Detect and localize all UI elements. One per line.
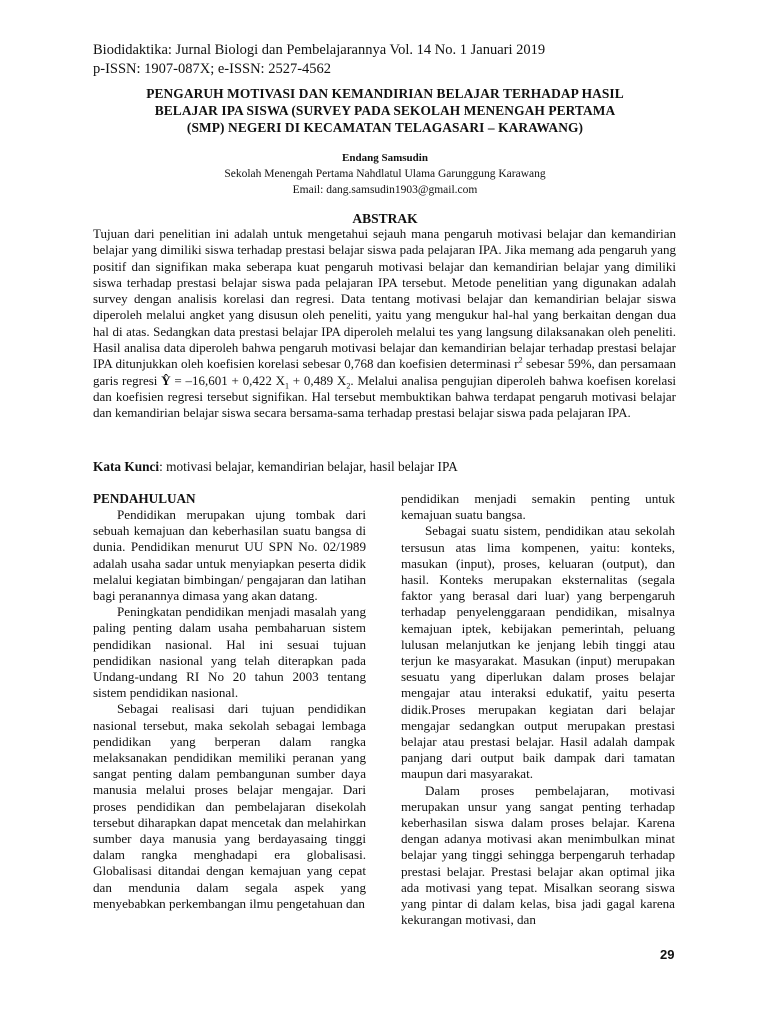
- paragraph-continuation: pendidikan menjadi semakin penting untuk kemajuan suatu bangsa.: [401, 491, 675, 523]
- abstract-text: sebesar 59%, dan persamaan garis regresi: [93, 356, 677, 388]
- keywords-text: : motivasi belajar, kemandirian belajar, hasil belajar IPA: [159, 459, 458, 474]
- regression-equation: = –16,601 + 0,422 X: [170, 372, 286, 388]
- keywords-label: Kata Kunci: [93, 459, 160, 474]
- keywords: [93, 458, 676, 475]
- journal-header: [93, 41, 545, 79]
- r-squared-superscript: 2: [518, 356, 523, 366]
- section-heading: PENDAHULUAN: [93, 491, 196, 506]
- page-number: 29: [660, 947, 675, 962]
- paragraph: Dalam proses pembelajaran, motivasi merupakan unsur yang sangat penting terhadap keberhasilan siswa dalam proses belajar. Karena dengan adanya motivasi akan menimbulkan minat belajar yang tinggi sehingga berpengaruh terhadap prestasi belajar. Prestasi belajar akan optimal jika ada motivasi yang tepat. Misalkan seorang siswa yang pintar di dalam kelas, bisa jadi gagal karena kekurangan motivasi, dan: [401, 782, 675, 928]
- author-name: Endang Samsudin: [342, 152, 428, 164]
- abstract-heading: ABSTRAK: [352, 211, 418, 226]
- paragraph: Pendidikan merupakan ujung tombak dari sebuah kemajuan dan keberhasilan suatu bangsa di dunia. Pendidikan menurut UU SPN No. 02/1989 adalah usaha sadar untuk menyiapkan peserta didik melalui kegiatan bimbingan/ pengajaran dan latihan bagi peranannya dimasa yang akan datang.: [93, 507, 366, 604]
- regression-equation: + 0,489 X: [289, 372, 347, 388]
- journal-citation: Biodidaktika: Jurnal Biologi dan Pembelajarannya Vol. 14 No. 1 Januari 2019: [93, 42, 546, 58]
- regression-yhat: Ŷ: [161, 372, 171, 388]
- email: Email: dang.samsudin1903@gmail.com: [292, 184, 478, 196]
- issn-line: p-ISSN: 1907-087X; e-ISSN: 2527-4562: [93, 61, 332, 77]
- title-line: BELAJAR IPA SISWA (SURVEY PADA SEKOLAH MENENGAH PERTAMA: [154, 103, 616, 118]
- affiliation: Sekolah Menengah Pertama Nahdlatul Ulama Garunggung Karawang: [224, 168, 546, 180]
- title-line: PENGARUH MOTIVASI DAN KEMANDIRIAN BELAJAR TERHADAP HASIL: [146, 86, 624, 101]
- article-title: [90, 85, 680, 136]
- abstract-text: . Melalui analisa pengujian diperoleh bahwa koefisen korelasi dan koefisien regresi tersebut signifikan. Hal tersebut membuktikan bahwa terdapat pengaruh motivasi belajar dan kemandirian belajar siswa secara bersama-sama terhadap prestasi belajar siswa pada pelajaran IPA.: [93, 372, 676, 421]
- paragraph: Sebagai realisasi dari tujuan pendidikan nasional tersebut, maka sekolah sebagai lembaga pendidikan yang berperan dalam rangka melaksanakan pendidikan memiliki peranan yang sangat penting dalam pembangunan sumber daya manusia melalui proses belajar mengajar. Dari proses pendidikan dan pembelajaran disekolah tersebut diharapkan dapat mencetak dan melahirkan sumber daya manusia yang berdayasaing tinggi dalam rangka menghadapi era globalisasi. Globalisasi ditandai dengan kemajuan yang cepat dan mendunia dalam segala aspek yang menyebabkan perkembangan ilmu pengetahuan dan: [93, 701, 366, 911]
- x1-subscript: 1: [285, 381, 290, 391]
- title-line: (SMP) NEGERI DI KECAMATAN TELAGASARI – KARAWANG): [186, 120, 584, 135]
- paragraph: Sebagai suatu sistem, pendidikan atau sekolah tersusun atas lima kompenen, yaitu: konteks, masukan (input), proses, keluaran (output), dan hasil. Konteks merupakan eksternalitas (segala faktor yang berasal dari luar) yang berpengaruh terhadap penyelenggaraan pendidikan, misalnya kemajuan iptek, kebijakan pemerintah, peluang lulusan melanjutkan ke jenjang lebih tinggi atau terjun ke masyarakat. Masukan (input) merupakan sesuatu yang diperlukan dalam proses belajar mengajar atau interaksi edukatif, yaitu peserta didik.Proses merupakan kegiatan dari belajar mengajar sedangkan output merupakan prestasi belajar atau prestasi belajar. Hasil adalah dampak panjang dari output baik dampak dari tamatan maupun dari masyarakat.: [401, 523, 675, 782]
- paragraph: Peningkatan pendidikan menjadi masalah yang paling penting dalam usaha pembaharuan sistem pendidikan nasional. Hal ini sesuai tujuan pendidikan nasional yang telah diterapkan pada Undang-undang RI No 20 tahun 2003 tentang sistem pendidikan nasional.: [93, 604, 366, 701]
- left-column: [93, 491, 366, 912]
- right-column: [401, 491, 675, 928]
- x2-subscript: 2: [346, 381, 351, 391]
- abstract-body: [93, 226, 676, 422]
- author-affiliation-block: [90, 166, 680, 198]
- abstract-text: Tujuan dari penelitian ini adalah untuk mengetahui sejauh mana pengaruh motivasi belajar dan kemandirian belajar yang dimiliki siswa terhadap prestasi belajar siswa pada pelajaran IPA. Jika memang ada pengaruh yang positif dan signifikan maka seberapa kuat pengaruh motivasi belajar dan kemandirian belajar yang dimiliki siswa terhadap prestasi belajar siswa pada pelajaran IPA tersebut. Metode penelitian yang digunakan adalah survey dengan analisis korelasi dan regresi. Data tentang motivasi belajar dan kemandirian belajar siswa diperoleh melalui angket yang disusun oleh peneliti, yaitu yang mengukur hal-hal yang berkaitan dengan dua hal di atas. Sedangkan data prestasi belajar IPA diperoleh melalui tes yang langsung dilaksanakan oleh peneliti. Hasil analisa data diperoleh bahwa pengaruh motivasi belajar dan kemandirian belajar terhadap prestasi belajar IPA ditunjukkan oleh koefisien korelasi sebesar 0,768 dan koefisien determinasi r: [93, 226, 676, 372]
